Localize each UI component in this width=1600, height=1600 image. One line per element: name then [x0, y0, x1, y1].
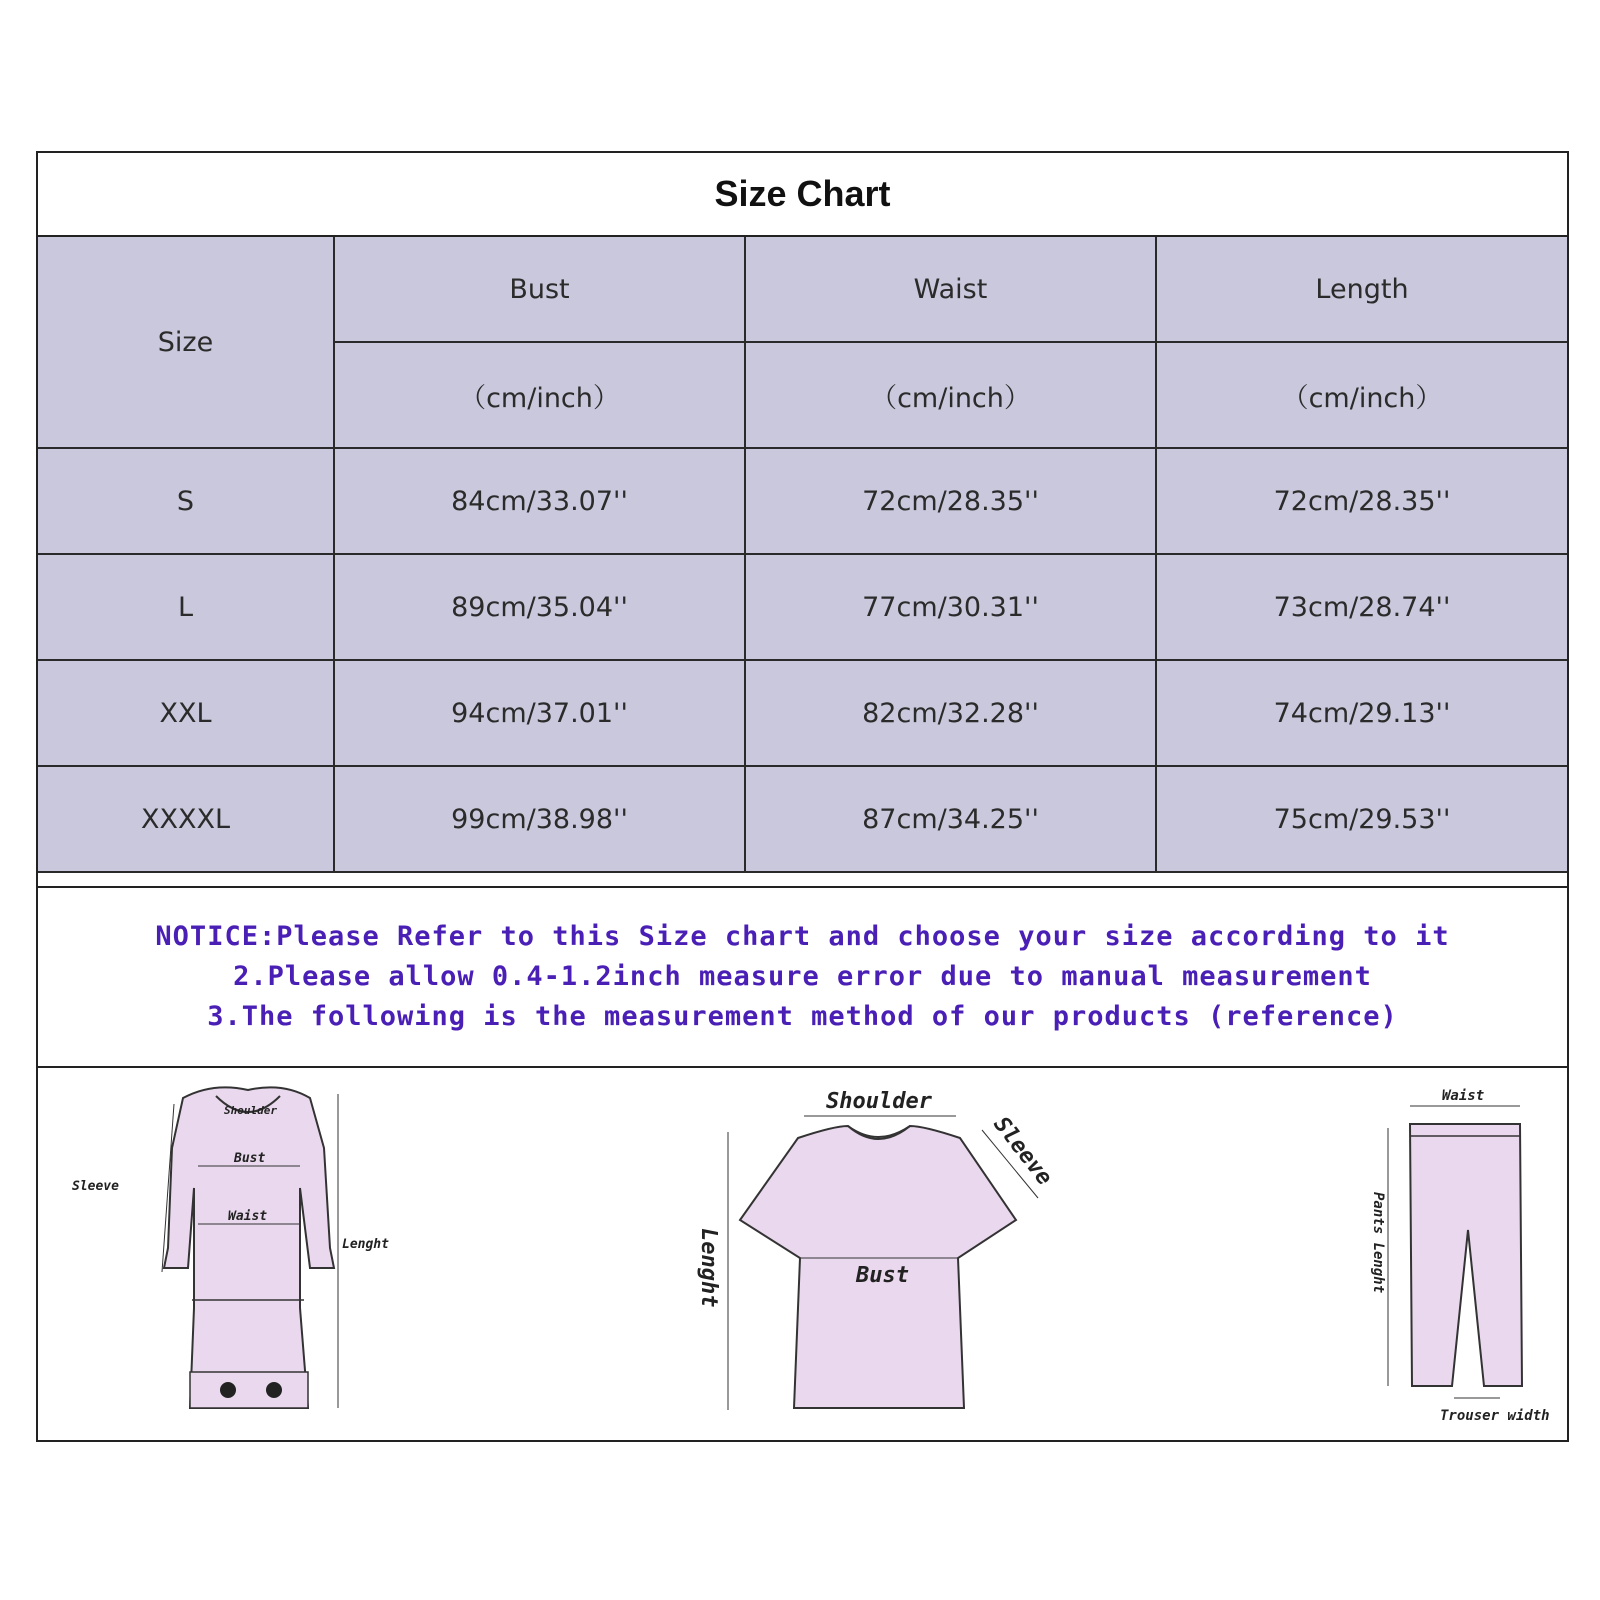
notice-line-2: 2.Please allow 0.4-1.2inch measure error due to manual measurement — [233, 961, 1372, 992]
tshirt-diagram — [696, 1089, 1057, 1410]
notice-line-3: 3.The following is the measurement method of our products (reference) — [207, 1001, 1398, 1032]
tshirt-length-label: Lenght — [696, 1228, 721, 1308]
size-cell: S — [38, 448, 334, 554]
measurement-diagrams — [38, 1068, 1567, 1440]
unit-length: （cm/inch） — [1156, 342, 1567, 448]
size-cell: XXXXL — [38, 766, 334, 872]
tshirt-shoulder-label: Shoulder — [826, 1089, 932, 1114]
length-cell: 75cm/29.53'' — [1156, 766, 1567, 872]
moon-pattern-icon — [266, 1382, 282, 1398]
bust-cell: 99cm/38.98'' — [334, 766, 745, 872]
dress-bust-label: Bust — [234, 1151, 266, 1166]
bust-cell: 94cm/37.01'' — [334, 660, 745, 766]
dress-shoulder-label: Shoulder — [224, 1104, 277, 1117]
table-row — [38, 766, 1567, 872]
diagram-canvas — [38, 1068, 1567, 1440]
length-cell: 72cm/28.35'' — [1156, 448, 1567, 554]
size-cell: XXL — [38, 660, 334, 766]
moon-pattern-icon — [220, 1382, 236, 1398]
table-row — [38, 660, 1567, 766]
table-row — [38, 448, 1567, 554]
tshirt-sleeve-label: Sleeve — [988, 1112, 1057, 1191]
dress-diagram — [72, 1087, 389, 1408]
waist-cell: 77cm/30.31'' — [745, 554, 1156, 660]
pants-trouser-width-label: Trouser width — [1440, 1408, 1550, 1424]
size-cell: L — [38, 554, 334, 660]
column-header-waist: Waist — [745, 237, 1156, 342]
pants-shape — [1410, 1124, 1522, 1386]
chart-title: Size Chart — [38, 153, 1567, 237]
pants-length-label: Pants Lenght — [1370, 1192, 1386, 1294]
length-cell: 73cm/28.74'' — [1156, 554, 1567, 660]
unit-bust: （cm/inch） — [334, 342, 745, 448]
dress-shape — [164, 1087, 334, 1408]
column-header-bust: Bust — [334, 237, 745, 342]
notice-line-1: NOTICE:Please Refer to this Size chart and choose your size according to it — [155, 921, 1450, 952]
size-table — [38, 237, 1567, 873]
length-cell: 74cm/29.13'' — [1156, 660, 1567, 766]
pants-diagram — [1370, 1088, 1550, 1424]
tshirt-bust-label: Bust — [856, 1263, 909, 1288]
column-header-length: Length — [1156, 237, 1567, 342]
size-chart-frame — [36, 151, 1569, 1442]
dress-sleeve-label: Sleeve — [72, 1179, 119, 1194]
dress-length-label: Lenght — [342, 1237, 389, 1252]
table-row — [38, 554, 1567, 660]
unit-waist: （cm/inch） — [745, 342, 1156, 448]
notice-box — [38, 886, 1567, 1068]
bust-cell: 89cm/35.04'' — [334, 554, 745, 660]
waist-cell: 72cm/28.35'' — [745, 448, 1156, 554]
waist-cell: 82cm/32.28'' — [745, 660, 1156, 766]
dress-waist-label: Waist — [228, 1209, 268, 1224]
header-row — [38, 237, 1567, 342]
bust-cell: 84cm/33.07'' — [334, 448, 745, 554]
size-header: Size — [38, 237, 334, 448]
dress-hem-band — [190, 1372, 308, 1408]
pants-waist-label: Waist — [1442, 1088, 1485, 1104]
waist-cell: 87cm/34.25'' — [745, 766, 1156, 872]
